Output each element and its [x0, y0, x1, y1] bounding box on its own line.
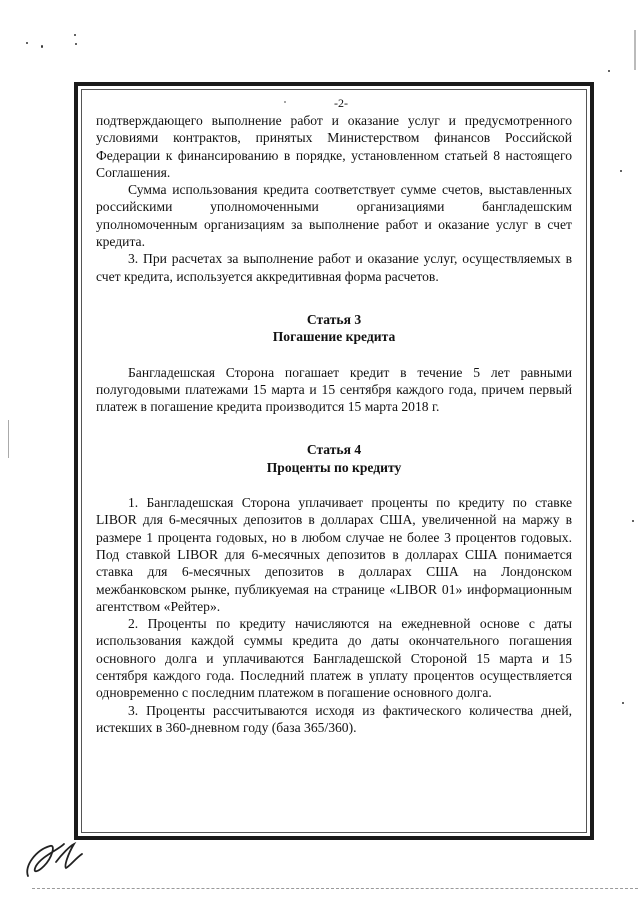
scan-artifact-line [32, 888, 638, 889]
article-4-paragraph-2: 2. Проценты по кредиту начисляются на ежедневной основе с даты использования каждой суммы кредита до даты окончательного погашения основного долга и уплачиваются Бангладешской Стороной 15 марта и 15 сентября каждого года. Последний платеж в уплату процентов осуществляется одновременно с последним платежом в погашение основного долга. [96, 616, 572, 701]
article-4-paragraph-1: 1. Бангладешская Сторона уплачивает проценты по кредиту по ставке LIBOR для 6-месячных депозитов в долларах США, увеличенной на маржу в размере 1 процента годовых, но в любом случае не более 3 процентов годовых. Под ставкой LIBOR для 6-месячных депозитов в долларах США понимается ставка для 6-месячных депозитов в долларах США на Лондонском межбанковском рынке, публикуемая на странице «LIBOR 01» информационным агентством «Рейтер». [96, 495, 572, 614]
article-4-title: Статья 4 [306, 442, 362, 458]
article-4-paragraph-3: 3. Проценты рассчитываются исходя из фактического количества дней, истекших в 360-дневном году (база 365/360). [96, 702, 572, 735]
handwritten-initials [22, 836, 88, 886]
paragraph-settlement-form: 3. При расчетах за выполнение работ и оказание услуг, осуществляемых в счет кредита, используется аккредитивная форма расчетов. [96, 251, 572, 284]
article-4-subtitle: Проценты по кредиту [266, 459, 402, 475]
paragraph-continued: подтверждающего выполнение работ и оказание услуг и предусмотренного условиями контрактов, принятых Министерством финансов Российской Федерации к финансированию в порядке, установленном статьей 8 настоящего Соглашения. [96, 113, 572, 180]
article-3-text: Бангладешская Сторона погашает кредит в течение 5 лет равными полугодовыми платежами 15 марта и 15 сентября каждого года, причем первый платеж в погашение кредита производится 15 марта 2018 г. [96, 364, 572, 415]
page-number: -2- [334, 96, 348, 110]
document-body [96, 96, 572, 736]
article-3-subtitle: Погашение кредита [272, 329, 396, 345]
article-3-title: Статья 3 [306, 311, 362, 327]
paragraph-credit-amount: Сумма использования кредита соответствует сумме счетов, выставленных российскими уполномоченными организациями бангладешским уполномоченным организациям за выполнение работ и оказание услуг в счет кредита. [96, 182, 572, 250]
